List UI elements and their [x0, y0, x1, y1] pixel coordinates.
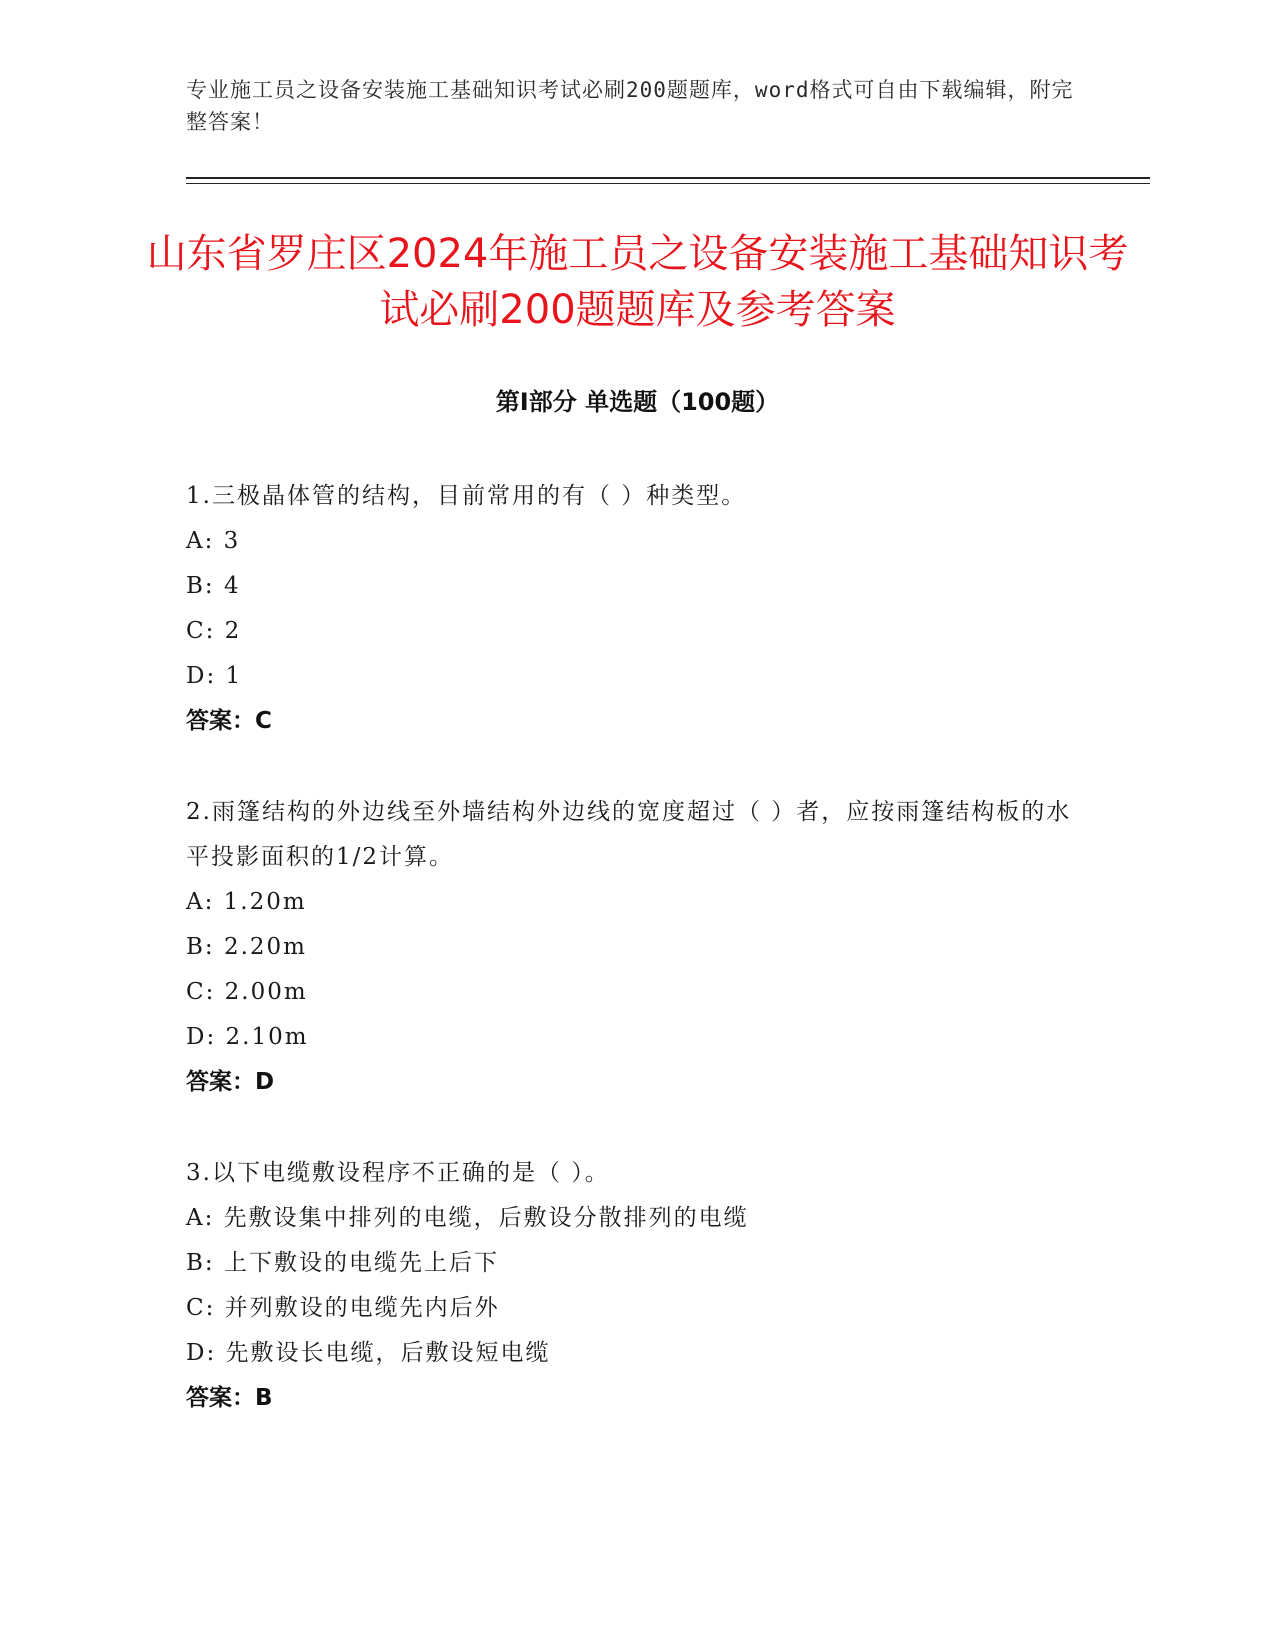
option-d: D: 2.10m: [186, 1024, 309, 1050]
option-c: C: 2.00m: [186, 979, 308, 1005]
option-a: A: 3: [186, 528, 241, 554]
option-d: D: 1: [186, 663, 243, 689]
option-c: C: 并列敷设的电缆先内后外: [186, 1295, 500, 1321]
header-note: 专业施工员之设备安装施工基础知识考试必刷200题题库，word格式可自由下载编辑，附完整答案！: [186, 78, 1074, 134]
option-c: C: 2: [186, 618, 242, 644]
question-stem: 1.三极晶体管的结构，目前常用的有（ ）种类型。: [186, 483, 747, 509]
header-rule-thick: [186, 177, 1150, 179]
option-a: A: 先敷设集中排列的电缆，后敷设分散排列的电缆: [186, 1205, 749, 1231]
question-3: [186, 1151, 1086, 1421]
option-b: B: 2.20m: [186, 934, 307, 960]
question-2: [186, 790, 1086, 1105]
answer-line: 答案：D: [186, 1069, 275, 1095]
option-b: B: 4: [186, 573, 241, 599]
question-stem: 2.雨篷结构的外边线至外墙结构外边线的宽度超过（ ）者，应按雨篷结构板的水平投影面积的1/2计算。: [186, 799, 1072, 870]
option-d: D: 先敷设长电缆，后敷设短电缆: [186, 1340, 551, 1366]
option-a: A: 1.20m: [186, 889, 307, 915]
question-stem: 3.以下电缆敷设程序不正确的是（ ）。: [186, 1160, 610, 1186]
document-title: 山东省罗庄区2024年施工员之设备安装施工基础知识考试必刷200题题库及参考答案: [146, 231, 1129, 333]
option-b: B: 上下敷设的电缆先上后下: [186, 1250, 499, 1276]
answer-line: 答案：B: [186, 1385, 273, 1411]
question-list: [186, 474, 1086, 1467]
header-rule-thin: [186, 183, 1150, 184]
answer-line: 答案：C: [186, 708, 272, 734]
section-heading: 第Ⅰ部分 单选题（100题）: [495, 388, 780, 416]
question-1: [186, 474, 1086, 744]
